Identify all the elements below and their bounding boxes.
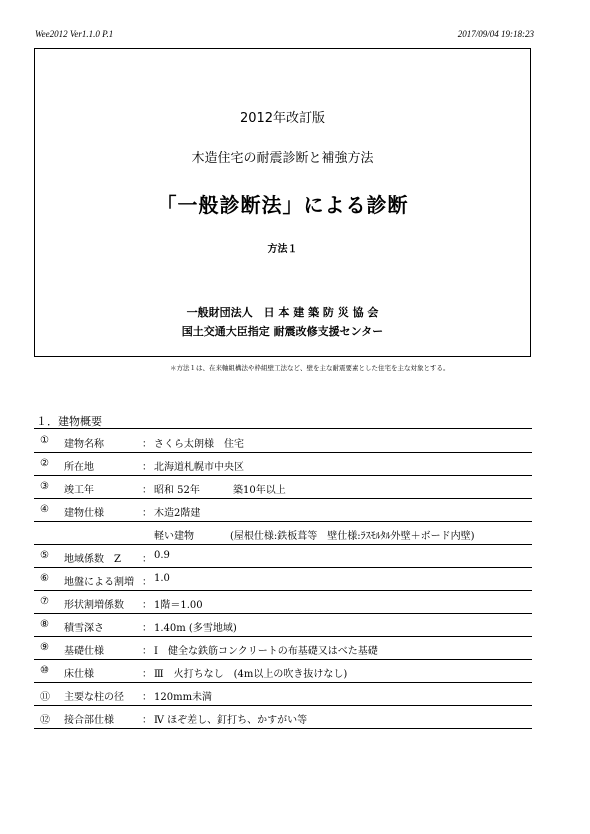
report-header-left: Wee2012 Ver1.1.0 P.1: [35, 29, 114, 39]
building-spec-row: [34, 499, 532, 522]
joint-spec-row: [34, 706, 532, 729]
row-label: 形状割増係数: [64, 600, 124, 611]
row-number: ②: [40, 458, 49, 469]
main-title: 「一般診断法」による診断: [156, 193, 409, 217]
row-value: さくら太朗様 住宅: [154, 439, 244, 450]
building-name-row: [34, 430, 532, 453]
row-value: 昭和 52年: [154, 485, 200, 496]
row-colon: ：: [142, 715, 152, 726]
row-value: 1階＝1.00: [154, 600, 203, 611]
row-colon: ：: [142, 669, 152, 680]
ground-factor-row: [34, 568, 532, 591]
row-number: ⑪: [40, 692, 50, 703]
row-value: 木造2階建: [154, 508, 201, 519]
row-label: 基礎仕様: [64, 646, 104, 657]
row-number: ⑫: [40, 715, 50, 726]
row-value-extra: 築10年以上: [233, 485, 286, 496]
row-label: 主要な柱の径: [64, 692, 124, 703]
method-label: 方法１: [267, 244, 298, 255]
zone-factor-row: [34, 545, 532, 568]
row-label: 床仕様: [64, 669, 94, 680]
row-value: 0.9: [154, 550, 170, 561]
title-box: [34, 48, 531, 357]
row-colon: ：: [142, 554, 152, 565]
row-value: 軽い建物: [154, 531, 194, 542]
building-weight-row: [34, 522, 532, 545]
row-label: 建物名称: [64, 439, 104, 450]
column-diameter-row: [34, 683, 532, 706]
row-colon: ：: [142, 439, 152, 450]
row-number: ①: [40, 435, 49, 446]
row-label: 建物仕様: [64, 508, 104, 519]
row-colon: ：: [142, 623, 152, 634]
foundation-spec-row: [34, 637, 532, 660]
row-label: 所在地: [64, 462, 94, 473]
row-number: ⑤: [40, 550, 49, 561]
row-value: Ⅳ ほぞ差し、釘打ち、かすがい等: [154, 715, 308, 726]
row-value-extra: (屋根仕様:鉄板葺等 壁仕様:ﾗｽﾓﾙﾀﾙ外壁＋ボード内壁): [230, 531, 475, 542]
section-divider: [34, 428, 532, 429]
section-title: １．建物概要: [36, 415, 102, 428]
shape-factor-row: [34, 591, 532, 614]
method-note: ＊方法１は、在来軸組構法や枠組壁工法など、壁を主な耐震要素とした住宅を主な対象とする。: [170, 364, 450, 372]
row-label: 地盤による割増: [64, 577, 134, 588]
row-label: 地域係数 Z: [64, 554, 121, 565]
location-row: [34, 453, 532, 476]
row-value: 1.40m (多雪地域): [154, 623, 237, 634]
row-colon: ：: [142, 508, 152, 519]
row-number: ③: [40, 481, 49, 492]
row-label: 積雪深さ: [64, 623, 104, 634]
row-label: 接合部仕様: [64, 715, 114, 726]
row-number: ⑨: [40, 642, 49, 653]
row-value: 北海道札幌市中央区: [154, 462, 244, 473]
report-timestamp: 2017/09/04 19:18:23: [457, 29, 534, 39]
row-colon: ：: [142, 485, 152, 496]
row-colon: ：: [142, 577, 152, 588]
row-value: Ⅰ 健全な鉄筋コンクリートの布基礎又はべた基礎: [154, 646, 378, 657]
row-colon: ：: [142, 646, 152, 657]
row-colon: ：: [142, 692, 152, 703]
row-value: 120mm未満: [154, 692, 213, 703]
snow-depth-row: [34, 614, 532, 637]
organization-name: 一般財団法人 日 本 建 築 防 災 協 会: [186, 306, 379, 319]
revision-title: 2012年改訂版: [239, 111, 326, 126]
row-label: 竣工年: [64, 485, 94, 496]
row-number: ⑩: [40, 665, 49, 676]
row-number: ⑦: [40, 596, 49, 607]
row-number: ⑥: [40, 573, 49, 584]
organization-designation: 国土交通大臣指定 耐震改修支援センター: [181, 325, 384, 338]
completion-year-row: [34, 476, 532, 499]
row-number: ⑧: [40, 619, 49, 630]
row-value: 1.0: [154, 573, 170, 584]
row-colon: ：: [142, 462, 152, 473]
row-colon: ：: [142, 600, 152, 611]
floor-spec-row: [34, 660, 532, 683]
subtitle: 木造住宅の耐震診断と補強方法: [191, 151, 374, 166]
row-value: Ⅲ 火打ちなし (4m以上の吹き抜けなし): [154, 669, 348, 680]
row-number: ④: [40, 504, 49, 515]
